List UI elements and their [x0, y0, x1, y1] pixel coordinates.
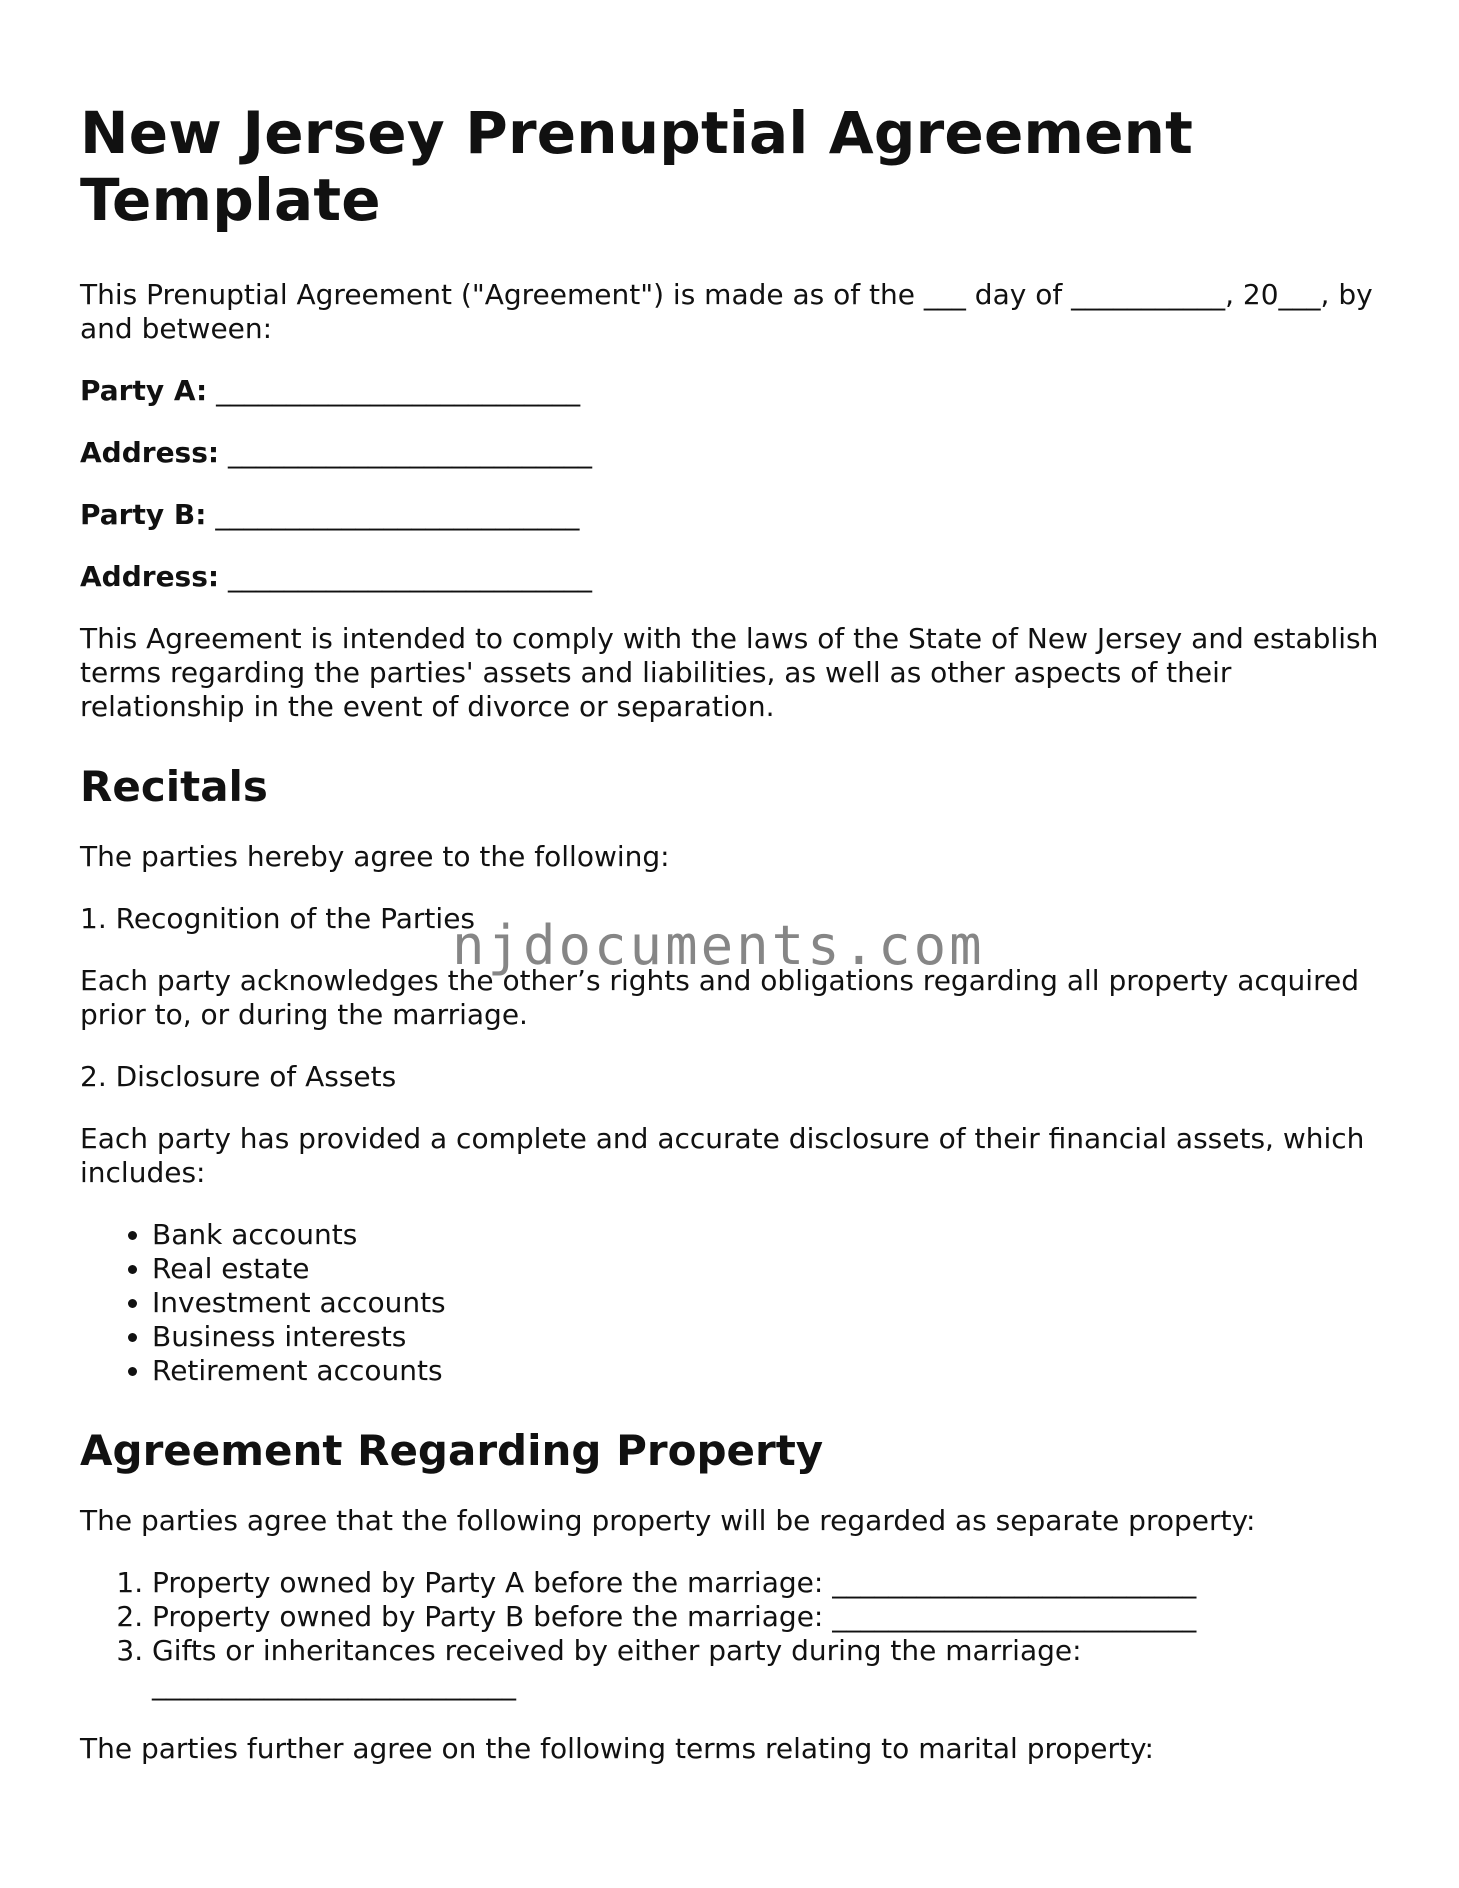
list-item: • Bank accounts [152, 1218, 1380, 1252]
list-item: • Investment accounts [152, 1286, 1380, 1320]
party-b-blank: __________________________ [215, 498, 580, 531]
list-item: 1. Property owned by Party A before the marriage: __________________________ [152, 1566, 1380, 1600]
list-item: • Retirement accounts [152, 1354, 1380, 1388]
party-a-address-line [80, 436, 1380, 470]
separate-property-list [80, 1566, 1380, 1702]
party-b-address-label: Address: [80, 560, 220, 593]
party-a-address-blank: __________________________ [228, 436, 592, 469]
party-b-address-blank: __________________________ [228, 560, 592, 593]
party-a-blank: __________________________ [216, 374, 581, 407]
document-title: New Jersey Prenuptial Agreement Template [80, 99, 1194, 234]
recital-1-title: 1. Recognition of the Parties [80, 902, 476, 935]
party-a-address-label: Address: [80, 436, 220, 469]
list-item: • Business interests [152, 1320, 1380, 1354]
asset-list [80, 1218, 1380, 1388]
recital-2-title: 2. Disclosure of Assets [80, 1060, 397, 1093]
party-a-line [80, 374, 1380, 408]
property-heading: Agreement Regarding Property [80, 1426, 824, 1475]
intro-paragraph: This Prenuptial Agreement ("Agreement") is made as of the ___ day of ___________, 20___, by and between: [80, 278, 1373, 345]
purpose-paragraph: This Agreement is intended to comply with the laws of the State of New Jersey and establish terms regarding the parties' assets and liabilities, as well as other aspects of their relationship in the event of divorce or separation. [80, 622, 1379, 723]
list-item: 3. Gifts or inheritances received by either party during the marriage: __________________________ [152, 1634, 1380, 1702]
party-a-label: Party A: [80, 374, 208, 407]
recital-1-text: Each party acknowledges the other’s rights and obligations regarding all property acquired prior to, or during the marriage. [80, 964, 1359, 1031]
party-b-line [80, 498, 1380, 532]
watermark: njdocuments.com [452, 914, 985, 977]
property-lead: The parties agree that the following property will be regarded as separate property: [80, 1504, 1256, 1537]
recital-2-text: Each party has provided a complete and accurate disclosure of their financial assets, which includes: [80, 1122, 1365, 1189]
list-item: • Real estate [152, 1252, 1380, 1286]
recitals-heading: Recitals [80, 762, 268, 811]
party-b-address-line [80, 560, 1380, 594]
recitals-lead: The parties hereby agree to the following: [80, 840, 670, 873]
property-closing: The parties further agree on the following terms relating to marital property: [80, 1732, 1154, 1765]
party-b-label: Party B: [80, 498, 207, 531]
list-item: 2. Property owned by Party B before the marriage: __________________________ [152, 1600, 1380, 1634]
